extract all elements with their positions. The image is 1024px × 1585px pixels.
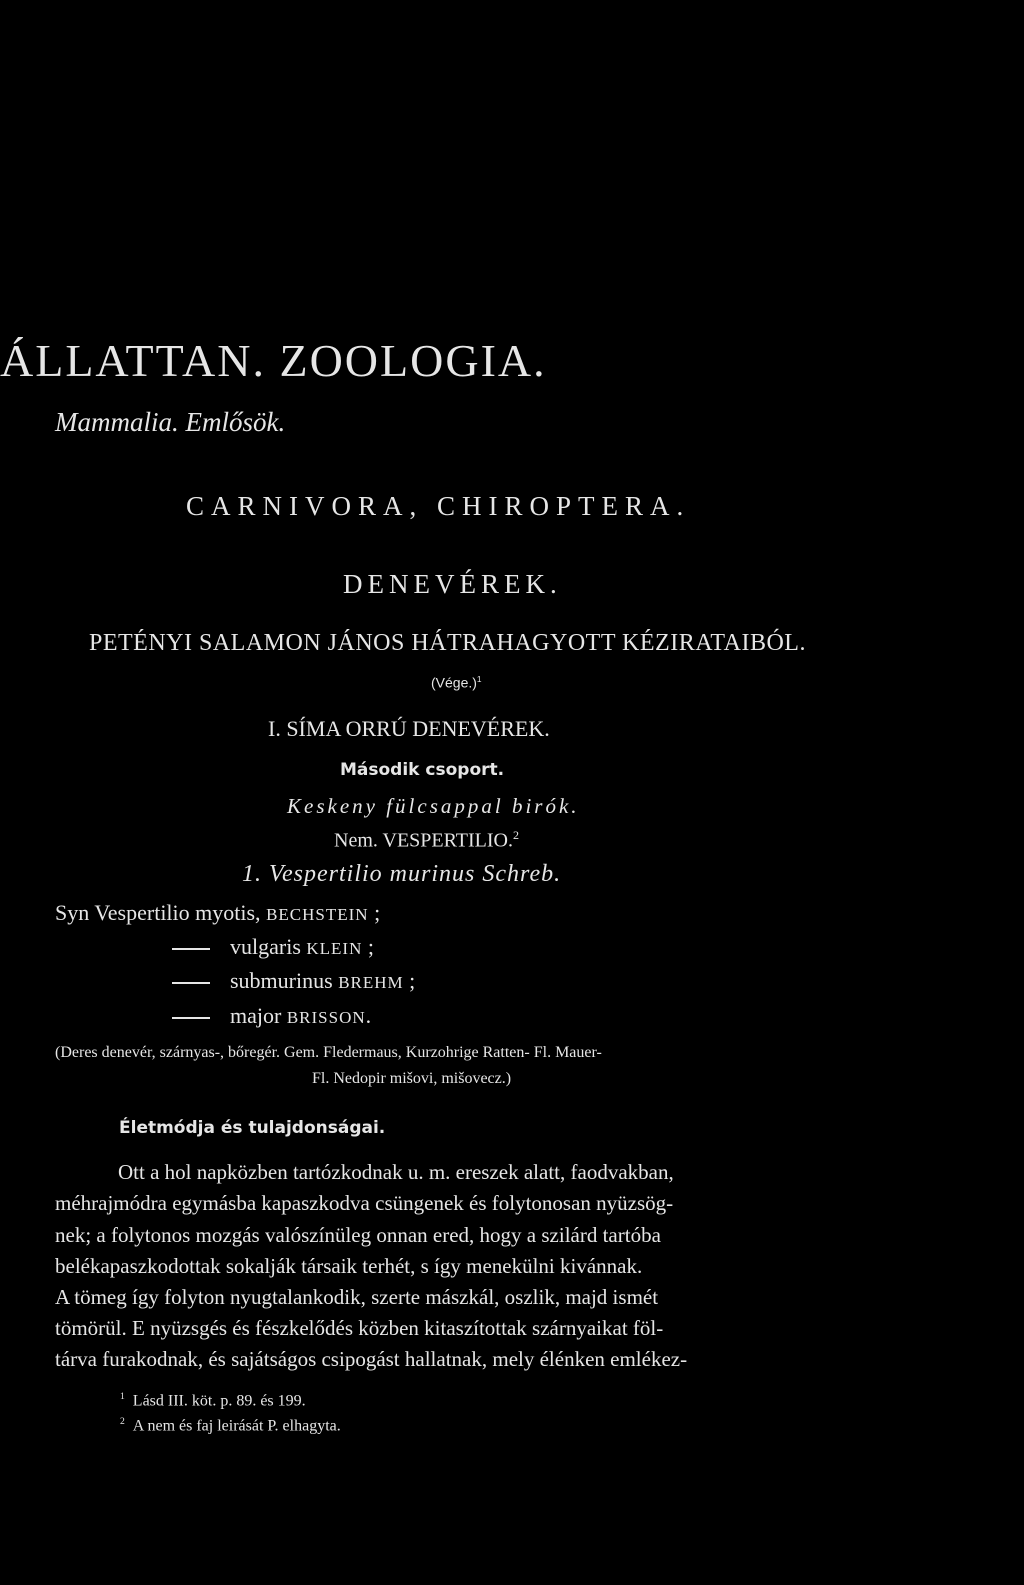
footnote bbox=[120, 1392, 306, 1409]
footnote-mark: 1 bbox=[120, 1391, 125, 1402]
paragraph-line: belékapaszkodottak sokalják társaik terhét, s így menekülni kivánnak. bbox=[55, 1254, 643, 1278]
synonym-author: BRISSON bbox=[286, 1008, 366, 1027]
genus-heading bbox=[334, 829, 519, 851]
subgroup-heading: Második csoport. bbox=[340, 760, 505, 780]
common-names-line: Fl. Nedopir mišovi, mišovecz.) bbox=[312, 1070, 512, 1087]
synonym-tail: ; bbox=[368, 900, 381, 925]
paragraph-line: nek; a folytonos mozgás valószínüleg onnan ered, hogy a szilárd tartóba bbox=[55, 1223, 661, 1247]
paragraph-line: Ott a hol napközben tartózkodnak u. m. ereszek alatt, faodvakban, bbox=[118, 1160, 674, 1184]
page-title: ÁLLATTAN. ZOOLOGIA. bbox=[0, 335, 547, 386]
common-names-line: (Deres denevér, szárnyas-, bőregér. Gem. Fledermaus, Kurzohrige Ratten- Fl. Mauer- bbox=[55, 1044, 602, 1061]
group-heading: I. SÍMA ORRÚ DENEVÉREK. bbox=[268, 716, 550, 741]
paragraph-line: A tömeg így folyton nyugtalankodik, szerte mászkál, oszlik, majd ismét bbox=[55, 1285, 659, 1309]
synonym-line bbox=[172, 936, 374, 958]
synonym-author: BREHM bbox=[338, 973, 404, 992]
genus-text: Nem. VESPERTILIO. bbox=[334, 829, 513, 852]
footnote-ref-2: 2 bbox=[512, 828, 519, 842]
class-heading: Mammalia. Emlősök. bbox=[55, 407, 286, 437]
ditto-dash bbox=[172, 948, 210, 950]
species-heading: 1. Vespertilio murinus Schreb. bbox=[242, 861, 562, 887]
continuation-text: (Vége.) bbox=[431, 674, 477, 691]
synonym-author: BECHSTEIN bbox=[266, 905, 369, 924]
footnote-mark: 2 bbox=[120, 1416, 125, 1427]
family-heading: DENEVÉREK. bbox=[343, 569, 562, 599]
synonym-lead: Syn Vespertilio myotis, bbox=[55, 900, 267, 925]
synonym-lead: vulgaris bbox=[230, 934, 307, 959]
paragraph-line: tárva furakodnak, és sajátságos csipogást hallatnak, mely élénken emlékez- bbox=[55, 1347, 688, 1371]
footnote-text: A nem és faj leirását P. elhagyta. bbox=[132, 1417, 341, 1435]
footnote bbox=[120, 1417, 341, 1434]
synonym-line bbox=[172, 1005, 371, 1027]
footnote-text: Lásd III. köt. p. 89. és 199. bbox=[132, 1392, 306, 1410]
ditto-dash bbox=[172, 982, 210, 984]
synonym-tail: ; bbox=[403, 968, 416, 993]
order-heading: CARNIVORA, CHIROPTERA. bbox=[186, 491, 691, 521]
source-heading: PETÉNYI SALAMON JÁNOS HÁTRAHAGYOTT KÉZIRATAIBÓL. bbox=[89, 630, 806, 656]
synonym-line bbox=[55, 902, 380, 924]
synonym-line bbox=[172, 970, 415, 992]
ditto-dash bbox=[172, 1017, 210, 1019]
paragraph-line: méhrajmódra egymásba kapaszkodva csüngenek és folytonosan nyüzsög- bbox=[55, 1191, 674, 1215]
paragraph-line: tömörül. E nyüzsgés és fészkelődés közben kitaszítottak szárnyaikat föl- bbox=[55, 1316, 664, 1340]
footnote-ref-1: 1 bbox=[476, 674, 482, 684]
subgroup-description: Keskeny fülcsappal birók. bbox=[287, 794, 580, 818]
continuation-note bbox=[431, 675, 482, 690]
section-heading: Életmódja és tulajdonságai. bbox=[119, 1118, 386, 1138]
synonym-lead: major bbox=[230, 1003, 287, 1028]
synonym-tail: ; bbox=[362, 934, 374, 959]
synonym-lead: submurinus bbox=[230, 968, 339, 993]
synonym-author: KLEIN bbox=[306, 939, 363, 958]
synonym-tail: . bbox=[365, 1003, 372, 1028]
